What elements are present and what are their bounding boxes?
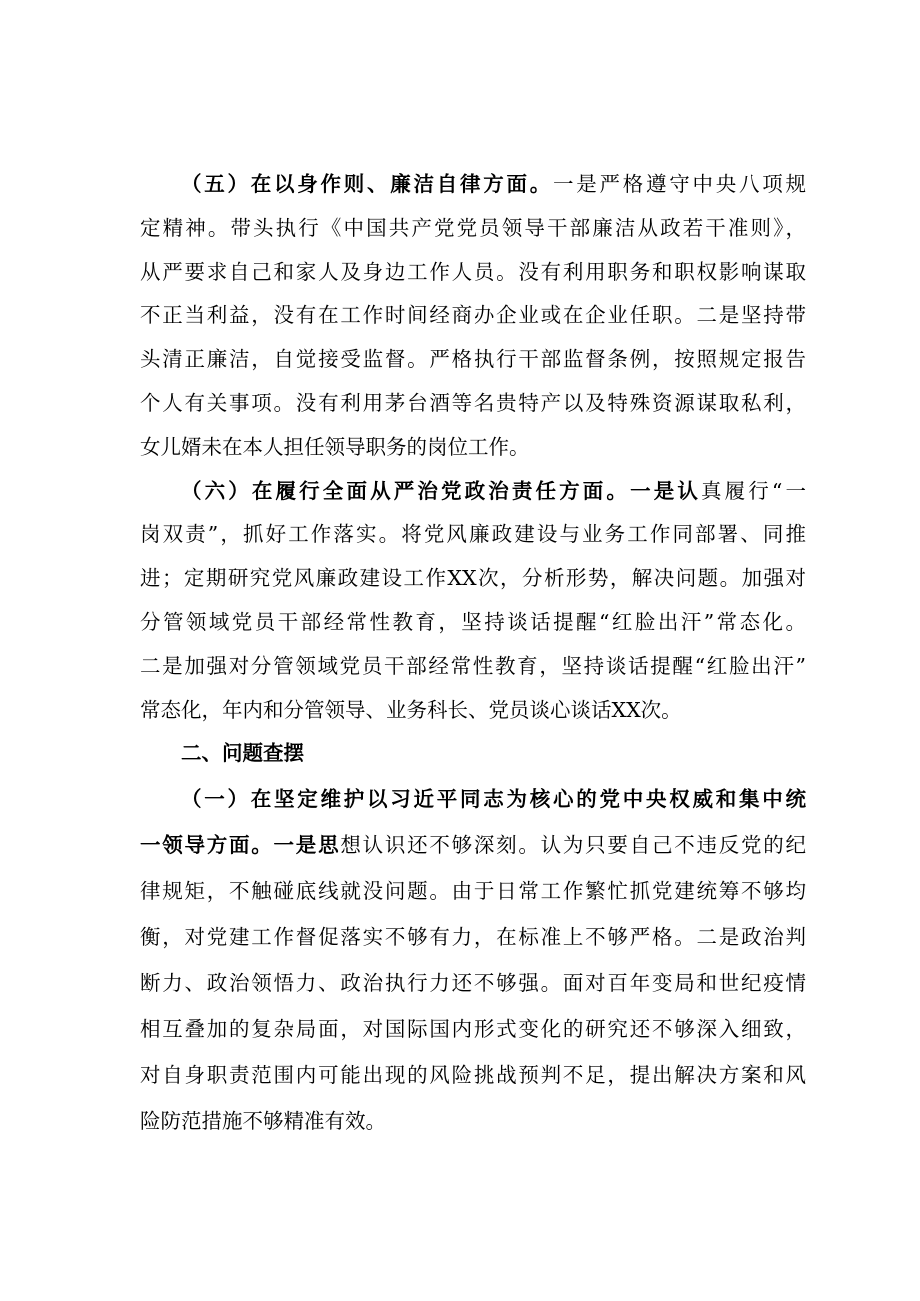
paragraph-heading: （一）在坚定维护以习近平同志为核心的党中央权威和集中统 — [181, 787, 806, 812]
text-run: 二是加强对分管领域党员干部经常性教育，坚持谈话提醒“红脸出汗” — [140, 653, 806, 678]
text-line — [140, 776, 806, 822]
paragraph-heading: （六）在履行全面从严治党政治责任方面。一是认 — [181, 478, 701, 503]
text-line — [140, 251, 806, 295]
text-line — [140, 1006, 806, 1052]
text-line — [140, 557, 806, 601]
text-line — [140, 822, 806, 868]
text-run: 险防范措施不够精准有效。 — [140, 1109, 386, 1134]
text-line — [140, 470, 806, 514]
text-line — [140, 513, 806, 557]
paragraph-heading: 一领导方面。一是思 — [140, 833, 341, 858]
text-run: 相互叠加的复杂局面，对国际国内形式变化的研究还不够深入细致， — [140, 1017, 806, 1042]
text-line — [140, 294, 806, 338]
text-run: 岗双责”，抓好工作落实。将党风廉政建设与业务工作同部署、同推 — [140, 522, 806, 547]
text-line — [140, 426, 806, 470]
text-line — [140, 914, 806, 960]
text-run: 常态化，年内和分管领导、业务科长、党员谈心谈话XX次。 — [140, 697, 682, 722]
text-run: 衡，对党建工作督促落实不够有力，在标准上不够严格。二是政治判 — [140, 925, 806, 950]
text-line — [140, 1098, 806, 1144]
text-run: 断力、政治领悟力、政治执行力还不够强。面对百年变局和世纪疫情 — [140, 971, 806, 996]
text-line — [140, 645, 806, 689]
text-run: 分管领域党员干部经常性教育，坚持谈话提醒“红脸出汗”常态化。 — [140, 609, 806, 634]
text-run: 个人有关事项。没有利用茅台酒等名贵特产以及特殊资源谋取私利， — [140, 390, 806, 415]
paragraph-integrity — [140, 163, 806, 470]
section-heading-text: 二、问题查摆 — [181, 741, 304, 766]
text-line — [140, 960, 806, 1006]
text-run: 进；定期研究党风廉政建设工作XX次，分析形势，解决问题。加强对 — [140, 566, 806, 591]
text-line — [140, 163, 806, 207]
text-run: 定精神。带头执行《中国共产党党员领导干部廉洁从政若干准则》， — [140, 215, 806, 240]
text-run: 想认识还不够深刻。认为只要自己不违反党的纪 — [340, 833, 806, 858]
text-run: 不正当利益，没有在工作时间经商办企业或在企业任职。二是坚持带 — [140, 303, 806, 328]
text-line — [140, 689, 806, 733]
document-body — [140, 163, 806, 1144]
text-line — [140, 338, 806, 382]
text-run: 头清正廉洁，自觉接受监督。严格执行干部监督条例，按照规定报告 — [140, 347, 806, 372]
text-line — [140, 207, 806, 251]
text-run: 真履行“一 — [700, 478, 807, 503]
paragraph-political-leadership — [140, 776, 806, 1144]
section-heading — [140, 732, 806, 776]
paragraph-heading: （五）在以身作则、廉洁自律方面。 — [181, 172, 553, 196]
text-line — [140, 868, 806, 914]
text-line — [140, 601, 806, 645]
text-run: 律规矩，不触碰底线就没问题。由于日常工作繁忙抓党建统筹不够均 — [140, 879, 806, 904]
text-line — [140, 382, 806, 426]
paragraph-party-responsibility — [140, 470, 806, 733]
text-line — [140, 1052, 806, 1098]
text-run: 一是严格遵守中央八项规 — [553, 172, 806, 196]
text-run: 女儿婿未在本人担任领导职务的岗位工作。 — [140, 434, 530, 459]
text-run: 对自身职责范围内可能出现的风险挑战预判不足，提出解决方案和风 — [140, 1063, 806, 1088]
text-run: 从严要求自己和家人及身边工作人员。没有利用职务和职权影响谋取 — [140, 259, 806, 284]
